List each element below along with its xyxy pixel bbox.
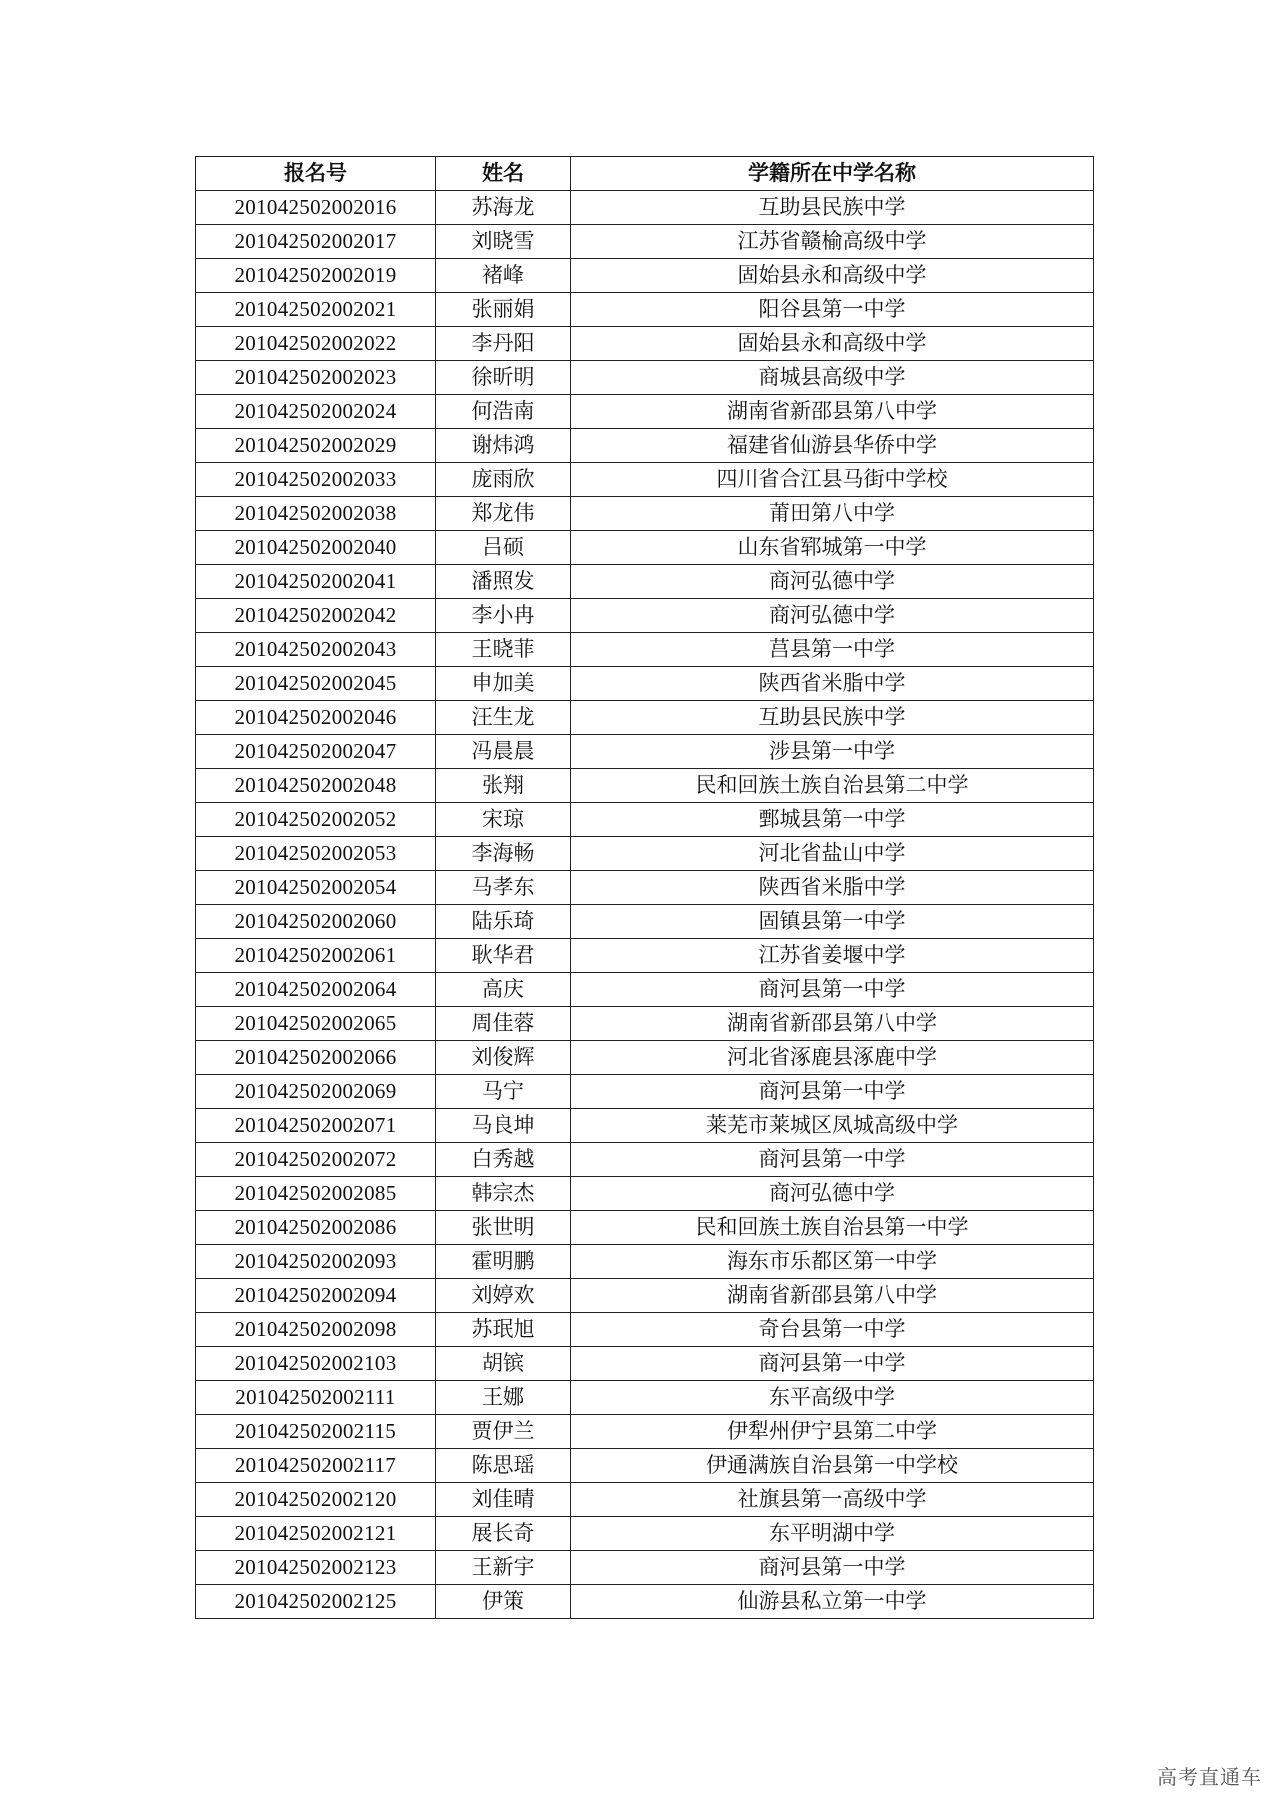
cell-student-name: 王新宇 [436, 1551, 571, 1585]
cell-student-name: 刘婷欢 [436, 1279, 571, 1313]
cell-school-name: 仙游县私立第一中学 [571, 1585, 1094, 1619]
cell-school-name: 东平高级中学 [571, 1381, 1094, 1415]
table-row [196, 191, 1094, 225]
table-row [196, 429, 1094, 463]
cell-registration-number: 201042502002094 [196, 1279, 436, 1313]
table-row [196, 395, 1094, 429]
cell-student-name: 何浩南 [436, 395, 571, 429]
cell-student-name: 刘俊辉 [436, 1041, 571, 1075]
cell-school-name: 固镇县第一中学 [571, 905, 1094, 939]
table-row [196, 1177, 1094, 1211]
cell-school-name: 涉县第一中学 [571, 735, 1094, 769]
cell-school-name: 商城县高级中学 [571, 361, 1094, 395]
cell-school-name: 奇台县第一中学 [571, 1313, 1094, 1347]
cell-student-name: 郑龙伟 [436, 497, 571, 531]
table-row [196, 1313, 1094, 1347]
cell-registration-number: 201042502002017 [196, 225, 436, 259]
cell-school-name: 江苏省赣榆高级中学 [571, 225, 1094, 259]
table-row [196, 1245, 1094, 1279]
cell-student-name: 陆乐琦 [436, 905, 571, 939]
cell-student-name: 周佳蓉 [436, 1007, 571, 1041]
cell-registration-number: 201042502002064 [196, 973, 436, 1007]
header-name: 姓名 [436, 157, 571, 191]
cell-student-name: 刘晓雪 [436, 225, 571, 259]
cell-registration-number: 201042502002022 [196, 327, 436, 361]
cell-school-name: 商河县第一中学 [571, 1143, 1094, 1177]
table-row [196, 1517, 1094, 1551]
cell-registration-number: 201042502002072 [196, 1143, 436, 1177]
table-row [196, 1415, 1094, 1449]
cell-registration-number: 201042502002054 [196, 871, 436, 905]
cell-student-name: 潘照发 [436, 565, 571, 599]
table-row [196, 327, 1094, 361]
cell-student-name: 陈思瑶 [436, 1449, 571, 1483]
table-row [196, 361, 1094, 395]
table-row [196, 939, 1094, 973]
cell-student-name: 王晓菲 [436, 633, 571, 667]
table-row [196, 633, 1094, 667]
table-row [196, 463, 1094, 497]
cell-school-name: 鄄城县第一中学 [571, 803, 1094, 837]
cell-student-name: 白秀越 [436, 1143, 571, 1177]
cell-student-name: 申加美 [436, 667, 571, 701]
table-row [196, 1483, 1094, 1517]
table-row [196, 259, 1094, 293]
table-row [196, 293, 1094, 327]
cell-school-name: 莆田第八中学 [571, 497, 1094, 531]
cell-registration-number: 201042502002048 [196, 769, 436, 803]
cell-school-name: 湖南省新邵县第八中学 [571, 395, 1094, 429]
table-body [196, 191, 1094, 1619]
cell-student-name: 李丹阳 [436, 327, 571, 361]
table-row [196, 225, 1094, 259]
table-row [196, 1347, 1094, 1381]
table-row [196, 837, 1094, 871]
cell-school-name: 陕西省米脂中学 [571, 667, 1094, 701]
table-row [196, 1075, 1094, 1109]
cell-registration-number: 201042502002065 [196, 1007, 436, 1041]
cell-student-name: 张翔 [436, 769, 571, 803]
table-row [196, 1041, 1094, 1075]
cell-school-name: 东平明湖中学 [571, 1517, 1094, 1551]
cell-school-name: 四川省合江县马街中学校 [571, 463, 1094, 497]
cell-student-name: 伊策 [436, 1585, 571, 1619]
cell-school-name: 江苏省姜堰中学 [571, 939, 1094, 973]
cell-student-name: 高庆 [436, 973, 571, 1007]
watermark-text: 高考直通车 [1157, 1765, 1262, 1789]
cell-student-name: 胡镔 [436, 1347, 571, 1381]
cell-school-name: 商河县第一中学 [571, 1551, 1094, 1585]
table-row [196, 1551, 1094, 1585]
cell-registration-number: 201042502002093 [196, 1245, 436, 1279]
cell-school-name: 商河县第一中学 [571, 1075, 1094, 1109]
table-row [196, 973, 1094, 1007]
cell-registration-number: 201042502002021 [196, 293, 436, 327]
cell-student-name: 张世明 [436, 1211, 571, 1245]
cell-school-name: 商河弘德中学 [571, 599, 1094, 633]
cell-school-name: 商河县第一中学 [571, 973, 1094, 1007]
cell-registration-number: 201042502002053 [196, 837, 436, 871]
cell-student-name: 苏海龙 [436, 191, 571, 225]
cell-student-name: 王娜 [436, 1381, 571, 1415]
cell-school-name: 湖南省新邵县第八中学 [571, 1279, 1094, 1313]
header-registration-number: 报名号 [196, 157, 436, 191]
cell-registration-number: 201042502002085 [196, 1177, 436, 1211]
cell-registration-number: 201042502002111 [196, 1381, 436, 1415]
cell-registration-number: 201042502002060 [196, 905, 436, 939]
cell-student-name: 宋琼 [436, 803, 571, 837]
cell-registration-number: 201042502002098 [196, 1313, 436, 1347]
cell-registration-number: 201042502002061 [196, 939, 436, 973]
cell-registration-number: 201042502002024 [196, 395, 436, 429]
cell-school-name: 海东市乐都区第一中学 [571, 1245, 1094, 1279]
cell-student-name: 李小冉 [436, 599, 571, 633]
cell-student-name: 刘佳晴 [436, 1483, 571, 1517]
table-row [196, 1143, 1094, 1177]
cell-student-name: 李海畅 [436, 837, 571, 871]
cell-student-name: 贾伊兰 [436, 1415, 571, 1449]
header-school-name: 学籍所在中学名称 [571, 157, 1094, 191]
cell-student-name: 耿华君 [436, 939, 571, 973]
cell-school-name: 河北省盐山中学 [571, 837, 1094, 871]
cell-school-name: 民和回族土族自治县第二中学 [571, 769, 1094, 803]
cell-school-name: 伊犁州伊宁县第二中学 [571, 1415, 1094, 1449]
cell-school-name: 民和回族土族自治县第一中学 [571, 1211, 1094, 1245]
table-row [196, 769, 1094, 803]
cell-registration-number: 201042502002121 [196, 1517, 436, 1551]
cell-registration-number: 201042502002016 [196, 191, 436, 225]
cell-school-name: 互助县民族中学 [571, 191, 1094, 225]
table-row [196, 497, 1094, 531]
cell-student-name: 马良坤 [436, 1109, 571, 1143]
table-row [196, 1449, 1094, 1483]
table-row [196, 905, 1094, 939]
table-row [196, 1211, 1094, 1245]
cell-school-name: 伊通满族自治县第一中学校 [571, 1449, 1094, 1483]
cell-school-name: 河北省涿鹿县涿鹿中学 [571, 1041, 1094, 1075]
cell-school-name: 莒县第一中学 [571, 633, 1094, 667]
cell-registration-number: 201042502002069 [196, 1075, 436, 1109]
cell-registration-number: 201042502002117 [196, 1449, 436, 1483]
cell-student-name: 韩宗杰 [436, 1177, 571, 1211]
cell-school-name: 固始县永和高级中学 [571, 259, 1094, 293]
table-row [196, 599, 1094, 633]
cell-student-name: 展长奇 [436, 1517, 571, 1551]
cell-student-name: 马宁 [436, 1075, 571, 1109]
cell-registration-number: 201042502002043 [196, 633, 436, 667]
table-row [196, 1279, 1094, 1313]
cell-registration-number: 201042502002019 [196, 259, 436, 293]
cell-registration-number: 201042502002103 [196, 1347, 436, 1381]
cell-student-name: 谢炜鸿 [436, 429, 571, 463]
table-row [196, 1007, 1094, 1041]
cell-school-name: 莱芜市莱城区凤城高级中学 [571, 1109, 1094, 1143]
cell-registration-number: 201042502002042 [196, 599, 436, 633]
cell-registration-number: 201042502002041 [196, 565, 436, 599]
cell-registration-number: 201042502002046 [196, 701, 436, 735]
cell-school-name: 阳谷县第一中学 [571, 293, 1094, 327]
cell-school-name: 商河弘德中学 [571, 1177, 1094, 1211]
table-row [196, 1381, 1094, 1415]
cell-registration-number: 201042502002052 [196, 803, 436, 837]
cell-registration-number: 201042502002120 [196, 1483, 436, 1517]
cell-school-name: 湖南省新邵县第八中学 [571, 1007, 1094, 1041]
table-row [196, 803, 1094, 837]
table-row [196, 531, 1094, 565]
cell-registration-number: 201042502002033 [196, 463, 436, 497]
cell-registration-number: 201042502002038 [196, 497, 436, 531]
table-header-row [196, 157, 1094, 191]
cell-student-name: 庞雨欣 [436, 463, 571, 497]
cell-registration-number: 201042502002029 [196, 429, 436, 463]
table-row [196, 1109, 1094, 1143]
cell-school-name: 陕西省米脂中学 [571, 871, 1094, 905]
cell-registration-number: 201042502002123 [196, 1551, 436, 1585]
cell-school-name: 互助县民族中学 [571, 701, 1094, 735]
cell-student-name: 吕硕 [436, 531, 571, 565]
cell-registration-number: 201042502002047 [196, 735, 436, 769]
table-row [196, 735, 1094, 769]
table-row [196, 667, 1094, 701]
student-roster-table [195, 156, 1094, 1619]
cell-registration-number: 201042502002071 [196, 1109, 436, 1143]
cell-student-name: 褚峰 [436, 259, 571, 293]
cell-registration-number: 201042502002115 [196, 1415, 436, 1449]
cell-registration-number: 201042502002086 [196, 1211, 436, 1245]
cell-school-name: 商河弘德中学 [571, 565, 1094, 599]
cell-school-name: 福建省仙游县华侨中学 [571, 429, 1094, 463]
cell-student-name: 徐昕明 [436, 361, 571, 395]
table-row [196, 701, 1094, 735]
cell-school-name: 商河县第一中学 [571, 1347, 1094, 1381]
cell-registration-number: 201042502002023 [196, 361, 436, 395]
cell-school-name: 山东省郓城第一中学 [571, 531, 1094, 565]
cell-registration-number: 201042502002066 [196, 1041, 436, 1075]
cell-student-name: 霍明鹏 [436, 1245, 571, 1279]
cell-registration-number: 201042502002045 [196, 667, 436, 701]
cell-registration-number: 201042502002125 [196, 1585, 436, 1619]
cell-student-name: 冯晨晨 [436, 735, 571, 769]
cell-school-name: 社旗县第一高级中学 [571, 1483, 1094, 1517]
table-row [196, 871, 1094, 905]
cell-student-name: 汪生龙 [436, 701, 571, 735]
cell-student-name: 张丽娟 [436, 293, 571, 327]
cell-student-name: 苏珉旭 [436, 1313, 571, 1347]
cell-student-name: 马孝东 [436, 871, 571, 905]
cell-school-name: 固始县永和高级中学 [571, 327, 1094, 361]
cell-registration-number: 201042502002040 [196, 531, 436, 565]
table-row [196, 565, 1094, 599]
table-row [196, 1585, 1094, 1619]
